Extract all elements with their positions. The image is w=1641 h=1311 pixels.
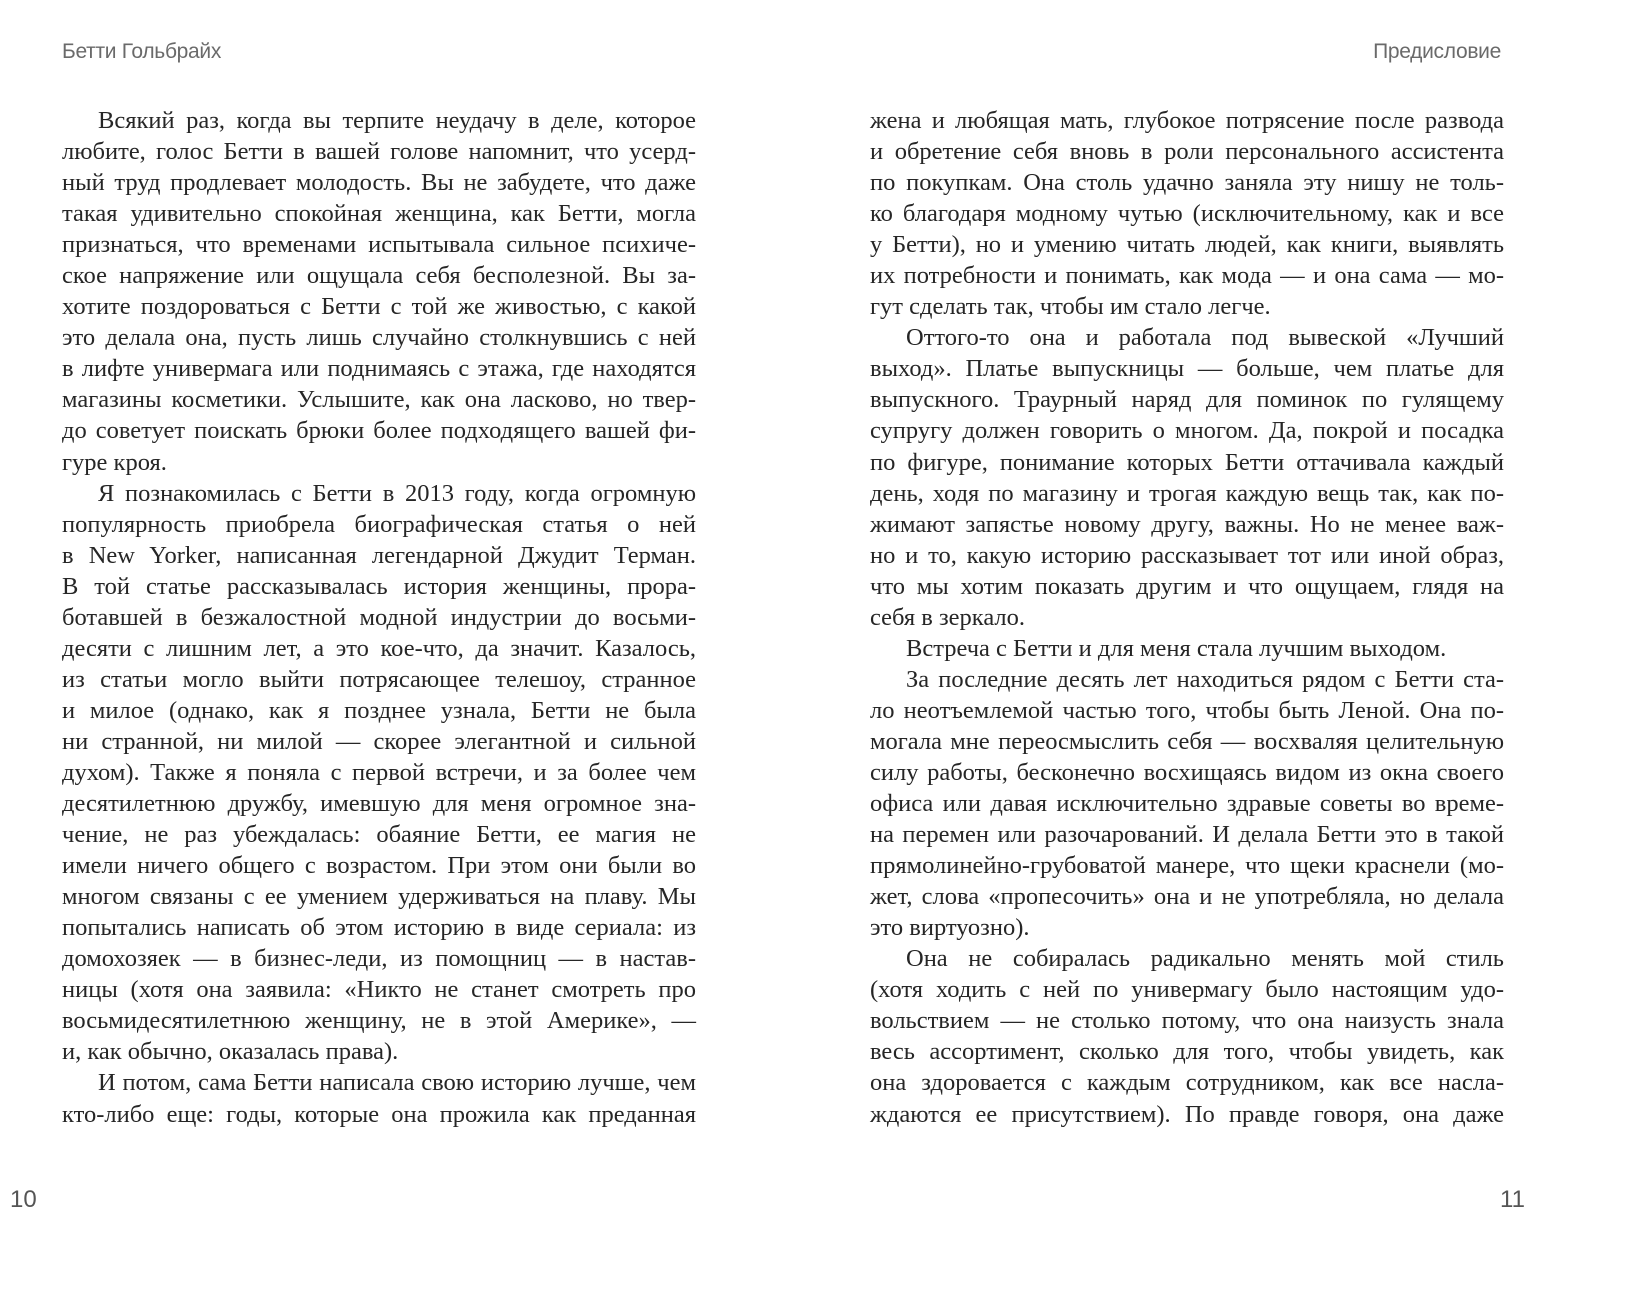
text-line: гут сделать так, чтобы им стало легче. [870,293,1271,321]
text-line: весь ассортимент, сколько для того, чтобы увидеть, как [870,1038,1504,1066]
text-line: из статьи могло выйти потрясающее телешоу, странное [62,665,696,693]
text-line: до советует поискать брюки более подходящего вашей фи- [62,417,696,445]
text-line: любите, голос Бетти в вашей голове напомнит, что усерд- [62,138,696,166]
text-line: у Бетти), но и умению читать людей, как книги, выявлять [870,231,1504,259]
text-line: В той статье рассказывалась история женщины, прора- [62,572,696,600]
text-line: в лифте универмага или поднимаясь с этажа, где находятся [62,355,696,383]
text-line: силу работы, бесконечно восхищаясь видом из окна своего [870,758,1504,786]
text-line: ботавшей в безжалостной модной индустрии до восьми- [62,603,696,631]
text-line: себя в зеркало. [870,603,1026,631]
text-line: духом). Также я поняла с первой встречи, и за более чем [62,758,696,786]
text-line: десяти с лишним лет, а это кое-что, да значит. Казалось, [62,634,696,662]
left-running-header: Бетти Гольбрайх [62,40,222,63]
text-line: хотите поздороваться с Бетти с той же живостью, с какой [62,293,696,321]
text-line: ницы (хотя она заявила: «Никто не станет смотреть про [62,976,696,1004]
paragraph [870,105,1504,322]
text-line: За последние десять лет находиться рядом с Бетти ста- [906,665,1504,693]
text-line: популярность приобрела биографическая статья о ней [62,510,696,538]
text-line: вольствием — не столько потому, что она наизусть знала [870,1007,1504,1035]
text-line: Я познакомилась с Бетти в 2013 году, когда огромную [98,479,696,507]
text-line: ный труд продлевает молодость. Вы не забудете, что даже [62,169,696,197]
text-line: прямолинейно-грубоватой манере, что щеки краснели (мо- [870,852,1504,880]
text-line: такая удивительно спокойная женщина, как Бетти, могла [62,200,696,228]
text-line: Всякий раз, когда вы терпите неудачу в деле, которое [98,107,696,134]
text-line: ждаются ее присутствием). По правде говоря, она даже [870,1100,1504,1128]
text-line: но и то, какую историю рассказывает тот или иной образ, [870,541,1504,569]
text-line: ко благодаря модному чутью (исключительному, как и все [870,200,1504,228]
text-line: (хотя ходить с ней по универмагу было настоящим удо- [870,976,1504,1004]
text-line: жена и любящая мать, глубокое потрясение после развода [870,107,1504,134]
text-line: их потребности и понимать, как мода — и она сама — мо- [870,262,1504,290]
text-line: офиса или давая исключительно здравые советы во време- [870,790,1504,818]
text-line: это виртуозно). [870,914,1030,942]
text-line: выход». Платье выпускницы — больше, чем платье для [870,355,1504,383]
left-page-number: 10 [10,1186,37,1213]
text-line: магазины косметики. Услышите, как она ласково, но твер- [62,386,696,414]
text-line: по фигуре, понимание которых Бетти оттачивала каждый [870,448,1504,476]
text-line: кто-либо еще: годы, которые она прожила как преданная [62,1100,696,1128]
text-line: чение, не раз убеждалась: обаяние Бетти, ее магия не [62,821,696,849]
right-running-header: Предисловие [1373,40,1501,63]
text-line: жет, слова «пропесочить» она и не употребляла, но делала [870,883,1504,911]
right-page-number: 11 [1500,1186,1525,1213]
text-line: ни странной, ни милой — скорее элегантной и сильной [62,727,696,755]
text-line: десятилетнюю дружбу, имевшую для меня огромное зна- [62,790,696,818]
text-line: по покупкам. Она столь удачно заняла эту нишу не толь- [870,169,1504,197]
text-line: и обретение себя вновь в роли персонального ассистента [870,138,1504,166]
paragraph [62,478,696,1068]
paragraph [870,322,1504,632]
paragraph [870,943,1504,1129]
text-line: в New Yorker, написанная легендарной Джудит Терман. [62,541,696,569]
text-line: гуре кроя. [62,448,167,476]
text-line: домохозяек — в бизнес-леди, из помощниц — в настав- [62,945,696,973]
text-line: могала мне переосмыслить себя — восхваляя целительную [870,727,1504,755]
text-line: она здоровается с каждым сотрудником, как все насла- [870,1069,1504,1097]
text-line: и, как обычно, оказалась права). [62,1038,399,1066]
text-line: это делала она, пусть лишь случайно столкнувшись с ней [62,324,696,352]
paragraph [870,664,1504,943]
text-line: признаться, что временами испытывала сильное психиче- [62,231,696,259]
text-line: выпускного. Траурный наряд для поминок по гулящему [870,386,1504,414]
left-page-text [62,105,696,1130]
right-page-text [870,105,1504,1130]
text-line: жимают запястье новому другу, важны. Но не менее важ- [870,510,1504,538]
text-line: Она не собиралась радикально менять мой стиль [906,945,1504,973]
text-line: день, ходя по магазину и трогая каждую вещь так, как по- [870,479,1504,507]
text-line: ское напряжение или ощущала себя бесполезной. Вы за- [62,262,696,290]
text-line: Встреча с Бетти и для меня стала лучшим выходом. [906,634,1447,662]
text-line: имели ничего общего с возрастом. При этом они были во [62,852,696,880]
text-line: Оттого-то она и работала под вывеской «Лучший [906,324,1504,352]
text-line: на перемен или разочарований. И делала Бетти это в такой [870,821,1504,849]
text-line: что мы хотим показать другим и что ощущаем, глядя на [870,572,1504,600]
text-line: ло неотъемлемой частью того, чтобы быть Леной. Она по- [870,696,1504,724]
text-line: супругу должен говорить о многом. Да, покрой и посадка [870,417,1504,445]
text-line: многом связаны с ее умением удерживаться на плаву. Мы [62,883,696,911]
paragraph [62,105,696,478]
text-line: восьмидесятилетнюю женщину, не в этой Америке», — [62,1007,696,1035]
paragraph [870,633,1504,664]
text-line: и милое (однако, как я позднее узнала, Бетти не была [62,696,696,724]
text-line: И потом, сама Бетти написала свою историю лучше, чем [98,1069,696,1097]
text-line: попытались написать об этом историю в виде сериала: из [62,914,696,942]
paragraph [62,1067,696,1129]
